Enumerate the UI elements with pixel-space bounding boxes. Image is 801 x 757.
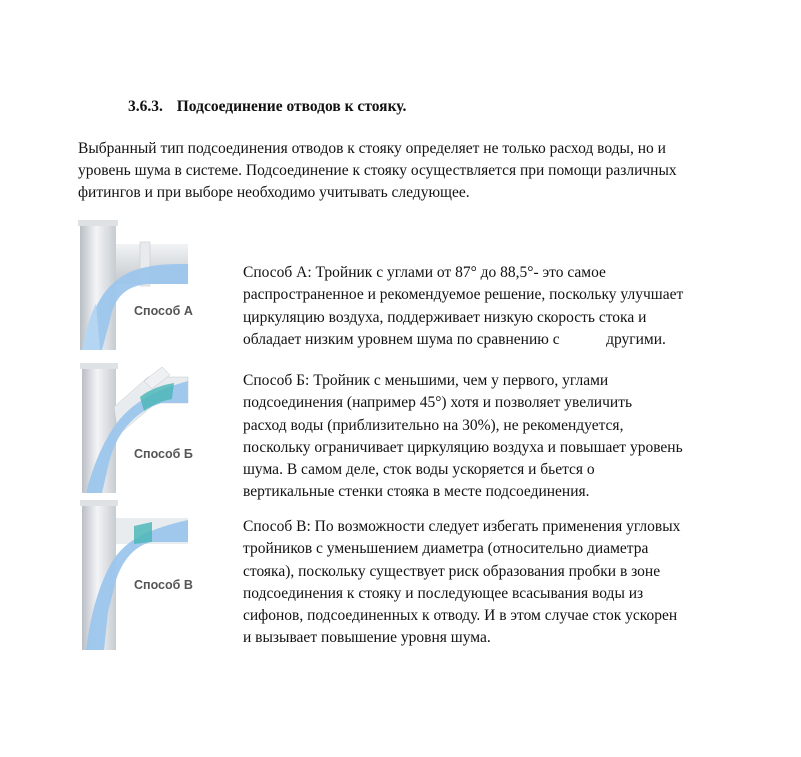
intro-line: фитингов и при выборе необходимо учитывать следующее. [78, 184, 470, 201]
description-line: Способ А: Тройник с углами от 87° до 88,5°- это самое [243, 264, 606, 281]
section-heading [128, 98, 406, 116]
description-line: шума. В самом деле, сток воды ускоряется и бьется о [243, 461, 595, 479]
section-number: 3.6.3. [128, 98, 163, 115]
section-title: Подсоединение отводов к стояку. [176, 98, 407, 115]
description-line: поскольку ограничивает циркуляцию воздуха и повышает уровень [243, 438, 683, 456]
figure-method-a [78, 220, 228, 350]
intro-line: Выбранный тип подсоединения отводов к стояку определяет не только расход воды, но и [78, 140, 666, 157]
figure-method-c [78, 500, 228, 630]
description-line: циркуляцию воздуха, поддерживает низкую скорость стока и [243, 308, 647, 326]
description-line: расход воды (приблизительно на 30%), не рекомендуется, [243, 416, 624, 434]
method-b-description [243, 370, 713, 504]
figure-method-b [78, 363, 228, 493]
description-line: Способ Б: Тройник с меньшими, чем у первого, углами [243, 372, 609, 389]
description-line: сифонов, подсоединенных к отводу. И в этом случае сток ускорен [243, 607, 678, 625]
description-line: вертикальные стенки стояка в месте подсоединения. [243, 483, 590, 501]
description-line: подсоединения (например 45°) хотя и позволяет увеличить [243, 394, 633, 412]
figure-label: Способ А [134, 304, 193, 318]
figure-label: Способ Б [134, 447, 193, 461]
description-line: стояка), поскольку существует риск образования пробки в зоне [243, 562, 661, 580]
intro-paragraph [78, 138, 718, 204]
description-line: и вызывает повышение уровня шума. [243, 629, 491, 647]
description-line: распространенное и рекомендуемое решение, поскольку улучшает [243, 286, 684, 304]
description-line: подсоединения к стояку и последующее всасывания воды из [243, 584, 644, 602]
intro-line: уровень шума в системе. Подсоединение к стояку осуществляется при помощи различных [78, 162, 677, 179]
method-c-description [243, 516, 713, 650]
description-line: Способ В: По возможности следует избегать применения угловых [243, 518, 681, 535]
tee-87-illustration [78, 220, 228, 350]
method-a-description [243, 262, 713, 351]
description-line: обладает низким уровнем шума по сравнению с другими. [243, 330, 666, 348]
tee-45-illustration [78, 363, 228, 493]
reducing-tee-illustration [78, 500, 228, 650]
figure-label: Способ В [134, 578, 193, 592]
description-line: тройников с уменьшением диаметра (относительно диаметра [243, 540, 649, 558]
